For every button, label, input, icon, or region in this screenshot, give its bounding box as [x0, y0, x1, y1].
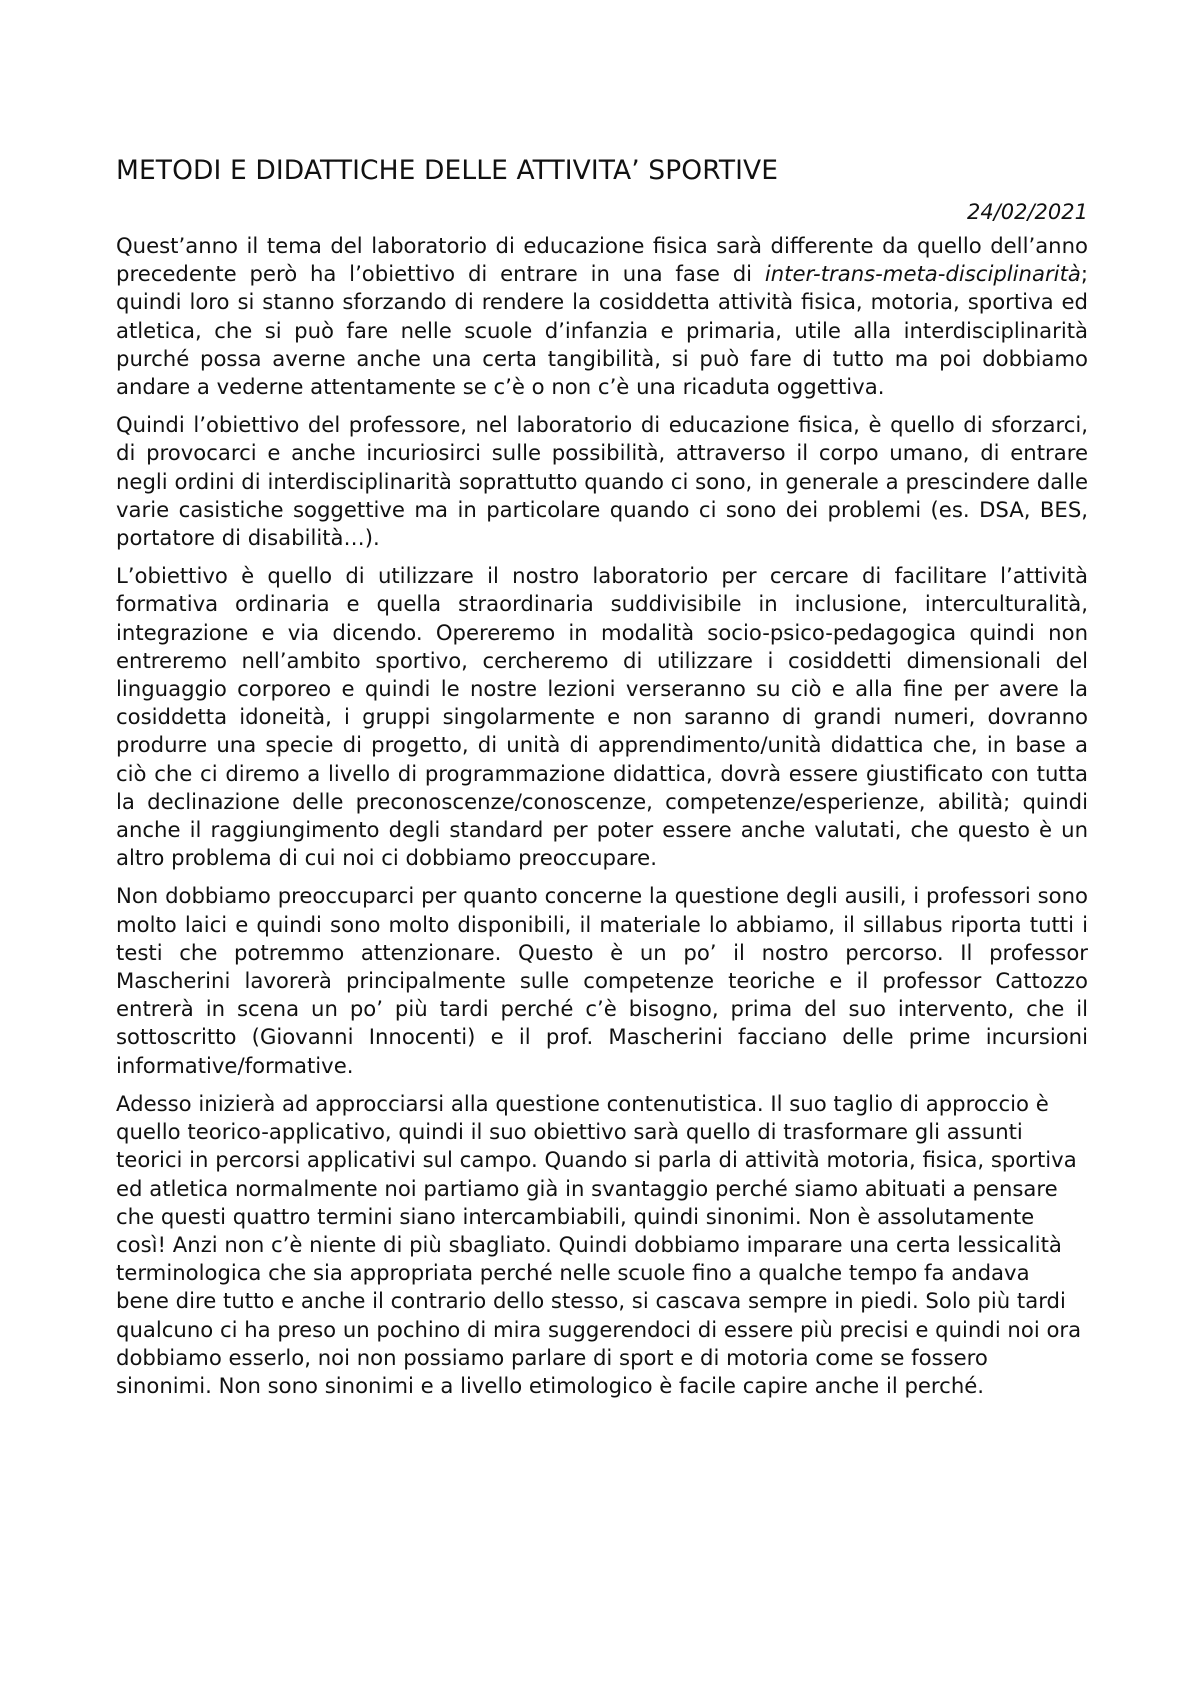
document-date: 24/02/2021 [966, 200, 1088, 224]
paragraph-5: Adesso inizierà ad approcciarsi alla questione contenutistica. Il suo taglio di approccio è quello teorico-applicativo, quindi il suo obiettivo sarà quello di trasformare gli assunti teorici in percorsi applicativi sul campo. Quando si parla di attività motoria, fisica, sportiva ed atletica normalmente noi partiamo già in svantaggio perché siamo abituati a pensare che questi quattro termini siano intercambiabili, quindi sinonimi. Non è assolutamente così! Anzi non c’è niente di più sbagliato. Quindi dobbiamo imparare una certa lessicalità terminologica che sia appropriata perché nelle scuole fino a qualche tempo fa andava bene dire tutto e anche il contrario dello stesso, si cascava sempre in piedi. Solo più tardi qualcuno ci ha preso un pochino di mira suggerendoci di essere più precisi e quindi noi ora dobbiamo esserlo, noi non possiamo parlare di sport e di motoria come se fossero sinonimi. Non sono sinonimi e a livello etimologico è facile capire anche il perché. [116, 1090, 1082, 1398]
paragraph-1-emphasis: inter-trans-meta-disciplinarità [764, 261, 1081, 287]
paragraph-1 [116, 232, 1088, 401]
paragraph-3: L’obiettivo è quello di utilizzare il nostro laboratorio per cercare di facilitare l’attività formativa ordinaria e quella straordinaria suddivisibile in inclusione, interculturalità, integrazione e via dicendo. Opereremo in modalità socio-psico-pedagogica quindi non entreremo nell’ambito sportivo, cercheremo di utilizzare i cosiddetti dimensionali del linguaggio corporeo e quindi le nostre lezioni verseranno su ciò e alla fine per avere la cosiddetta idoneità, i gruppi singolarmente e non saranno di grandi numeri, dovranno produrre una specie di progetto, di unità di apprendimento/unità didattica che, in base a ciò che ci diremo a livello di programmazione didattica, dovrà essere giustificato con tutta la declinazione delle preconoscenze/conoscenze, competenze/esperienze, abilità; quindi anche il raggiungimento degli standard per poter essere anche valutati, che questo è un altro problema di cui noi ci dobbiamo preoccupare. [116, 563, 1088, 871]
document-page [116, 154, 1088, 1410]
paragraph-1-text-before: Quest’anno il tema del laboratorio di educazione fisica sarà differente da quello dell’anno precedente però ha l’obiettivo di entrare in una fase di [116, 233, 1088, 287]
paragraph-1-text-after: ; quindi loro si stanno sforzando di rendere la cosiddetta attività fisica, motoria, sportiva ed atletica, che si può fare nelle scuole d’infanzia e primaria, utile alla interdisciplinarità purché possa averne anche una certa tangibilità, si può fare di tutto ma poi dobbiamo andare a vederne attentamente se c’è o non c’è una ricaduta oggettiva. [116, 261, 1088, 400]
paragraph-4: Non dobbiamo preoccuparci per quanto concerne la questione degli ausili, i professori sono molto laici e quindi sono molto disponibili, il materiale lo abbiamo, il sillabus riporta tutti i testi che potremmo attenzionare. Questo è un po’ il nostro percorso. Il professor Mascherini lavorerà principalmente sulle competenze teoriche e il professor Cattozzo entrerà in scena un po’ più tardi perché c’è bisogno, prima del suo intervento, che il sottoscritto (Giovanni Innocenti) e il prof. Mascherini facciano delle prime incursioni informative/formative. [116, 883, 1088, 1078]
paragraph-2: Quindi l’obiettivo del professore, nel laboratorio di educazione fisica, è quello di sforzarci, di provocarci e anche incuriosirci sulle possibilità, attraverso il corpo umano, di entrare negli ordini di interdisciplinarità soprattutto quando ci sono, in generale a prescindere dalle varie casistiche soggettive ma in particolare quando ci sono dei problemi (es. DSA, BES, portatore di disabilità…). [116, 412, 1088, 551]
document-title: METODI E DIDATTICHE DELLE ATTIVITA’ SPORTIVE [116, 155, 779, 186]
